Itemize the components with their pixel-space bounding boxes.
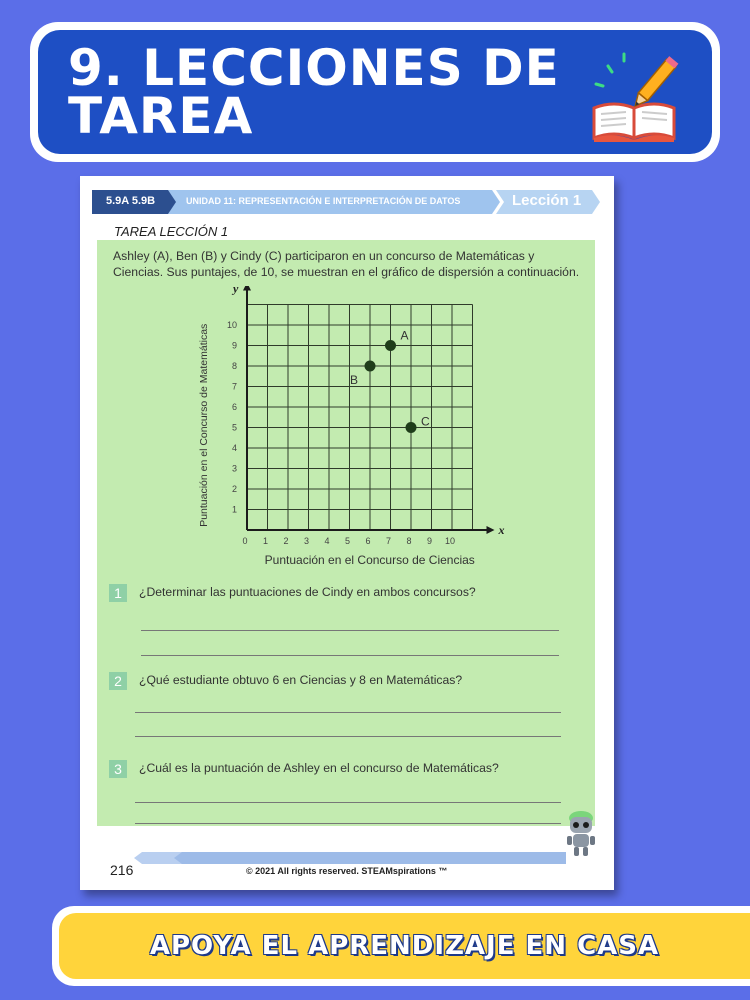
x-tick-label: 7 bbox=[385, 536, 392, 546]
x-tick-label: 8 bbox=[406, 536, 412, 546]
y-axis-label: Puntuación en el Concurso de Matemáticas bbox=[198, 323, 210, 527]
bottom-banner-text: APOYA EL APRENDIZAJE EN CASA bbox=[149, 931, 660, 961]
y-tick-label: 6 bbox=[231, 402, 237, 412]
x-axis-label: Puntuación en el Concurso de Ciencias bbox=[264, 553, 475, 566]
answer-line[interactable] bbox=[135, 802, 561, 803]
question-number: 2 bbox=[109, 672, 127, 690]
book-pencil-icon bbox=[586, 46, 682, 142]
x-tick-label: 5 bbox=[344, 536, 351, 546]
unit-name: UNIDAD 11: REPRESENTACIÓN E INTERPRETACIÓN DE DATOS bbox=[186, 196, 461, 206]
copyright-text: © 2021 All rights reserved. STEAMspirations ™ bbox=[246, 866, 448, 876]
header-inner bbox=[38, 30, 712, 154]
y-axis-arrow bbox=[243, 286, 251, 291]
x-tick-label: 6 bbox=[365, 536, 371, 546]
robot-mascot-icon bbox=[562, 809, 600, 859]
unit-codes: 5.9A 5.9B bbox=[106, 195, 156, 207]
page-number: 216 bbox=[110, 862, 134, 878]
x-tick-label: 0 bbox=[242, 536, 248, 546]
data-point bbox=[385, 340, 396, 351]
homework-title: TAREA LECCIÓN 1 bbox=[114, 224, 229, 239]
x-tick-label: 1 bbox=[262, 536, 269, 546]
answer-line[interactable] bbox=[141, 630, 559, 631]
y-tick-label: 8 bbox=[231, 361, 237, 371]
data-point bbox=[406, 422, 417, 433]
page-title: 9. LECCIONES DE TAREA bbox=[68, 39, 560, 145]
y-axis-letter: y bbox=[233, 286, 239, 296]
y-tick-label: 10 bbox=[226, 320, 237, 330]
y-tick-label: 2 bbox=[231, 484, 237, 494]
x-tick-label: 4 bbox=[324, 536, 330, 546]
x-tick-label: 10 bbox=[444, 536, 456, 546]
answer-line[interactable] bbox=[141, 655, 559, 656]
question-number: 1 bbox=[109, 584, 127, 602]
x-axis-arrow bbox=[487, 526, 495, 534]
worksheet-content bbox=[97, 240, 595, 826]
footer-bar bbox=[134, 852, 566, 864]
y-tick-label: 4 bbox=[231, 443, 237, 453]
data-point-label: B bbox=[350, 373, 359, 387]
y-tick-label: 5 bbox=[231, 422, 237, 433]
x-tick-label: 2 bbox=[283, 536, 289, 546]
data-point bbox=[365, 361, 376, 372]
header-banner bbox=[30, 22, 720, 162]
unit-header-bar bbox=[92, 190, 602, 214]
answer-line[interactable] bbox=[135, 823, 561, 824]
y-tick-label: 7 bbox=[231, 381, 237, 392]
x-tick-label: 9 bbox=[426, 536, 433, 546]
y-tick-label: 1 bbox=[231, 504, 237, 515]
y-tick-label: 3 bbox=[231, 463, 237, 474]
bottom-banner-inner bbox=[59, 913, 750, 979]
y-tick-label: 9 bbox=[231, 340, 237, 351]
lesson-label: Lección 1 bbox=[512, 192, 582, 209]
bottom-banner bbox=[52, 906, 750, 986]
scatter-chart bbox=[187, 286, 507, 566]
question-text: ¿Qué estudiante obtuvo 6 en Ciencias y 8 en Matemáticas? bbox=[139, 673, 463, 687]
question-text: ¿Cuál es la puntuación de Ashley en el concurso de Matemáticas? bbox=[139, 761, 499, 775]
question-number: 3 bbox=[109, 760, 127, 778]
data-point-label: A bbox=[400, 328, 409, 343]
worksheet-page bbox=[80, 176, 614, 890]
question-text: ¿Determinar las puntuaciones de Cindy en ambos concursos? bbox=[139, 585, 476, 599]
x-tick-label: 3 bbox=[303, 536, 310, 546]
data-point-label: C bbox=[421, 414, 430, 429]
x-axis-letter: x bbox=[498, 523, 505, 537]
intro-text: Ashley (A), Ben (B) y Cindy (C) participaron en un concurso de Matemáticas y Ciencias. Sus puntajes, de 10, se muestran en el gráfico de dispersión a continuación. bbox=[113, 249, 580, 279]
answer-line[interactable] bbox=[135, 736, 561, 737]
answer-line[interactable] bbox=[135, 712, 561, 713]
